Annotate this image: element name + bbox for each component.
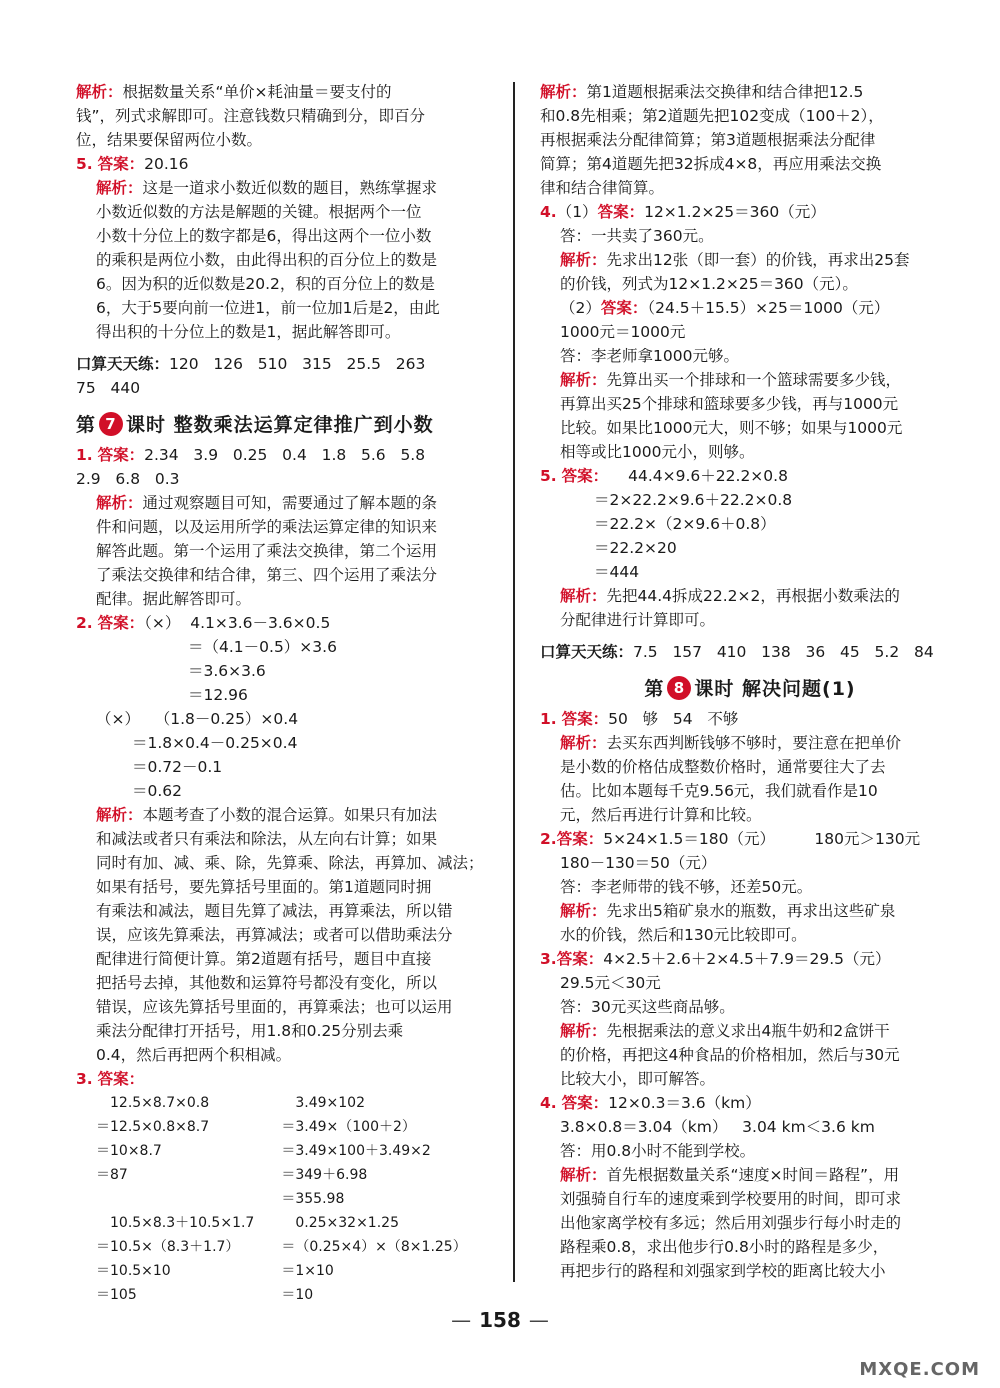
lesson-number-badge: 8 — [667, 676, 691, 700]
line: 水的价钱，然后和130元比较即可。 — [560, 926, 807, 944]
lesson-8-heading: 第 8 课时 解决问题(1) — [540, 674, 960, 701]
line: 如果有括号，要先算括号里面的。第1道题同时拥 — [96, 878, 432, 896]
r1-answer: 1. 答案：50 够 54 不够 — [540, 710, 739, 728]
line: 律和结合律简算。 — [540, 179, 665, 197]
q3-calc-row1 — [76, 1091, 496, 1211]
calc-line: 12.5×8.7×0.8 — [110, 1095, 210, 1111]
line: 小数近似数的方法是解题的关键。根据两个一位 — [96, 203, 422, 221]
q4-2-answer: （2）答案：（24.5＋15.5）×25＝1000（元） — [560, 299, 890, 317]
line: 元，然后再进行计算和比较。 — [560, 806, 762, 824]
paragraph: 解析：根据数量关系“单价×耗油量＝要支付的 — [76, 83, 392, 101]
line: 有乘法和减法，题目先算了减法，再算乘法，所以错 — [96, 902, 453, 920]
calc-line: ＝10.5×（8.3＋1.7） — [96, 1239, 240, 1255]
daily-practice: 口算天天练：7.5 157 410 138 36 45 5.2 84 — [540, 643, 934, 661]
q2-analysis: 解析：本题考查了小数的混合运算。如果只有加法 — [96, 806, 438, 824]
calc-line: ＝1×10 — [281, 1263, 334, 1279]
line: 180－130＝50（元） — [560, 854, 717, 872]
r1-analysis: 解析：去买东西判断钱够不够时，要注意在把单价 — [560, 734, 902, 752]
calc-line: ＝87 — [96, 1167, 128, 1183]
calc-line: ＝22.2×（2×9.6＋0.8） — [594, 515, 776, 533]
line: 答：用0.8小时不能到学校。 — [560, 1142, 756, 1160]
line: 再根据乘法分配律简算；第3道题根据乘法分配律 — [540, 131, 876, 149]
right-column — [540, 80, 960, 1283]
q5-analysis: 解析：先把44.4拆成22.2×2，再根据小数乘法的 — [560, 587, 900, 605]
line: 错误，应该先算括号里面的，再算乘法；也可以运用 — [96, 998, 453, 1016]
r3-analysis: 解析：先根据乘法的意义求出4瓶牛奶和2盒饼干 — [560, 1022, 890, 1040]
q4-2-analysis: 解析：先算出买一个排球和一个篮球需要多少钱， — [560, 371, 902, 389]
calc-line: ＝3.49×（100＋2） — [281, 1119, 416, 1135]
calc-line: 10.5×8.3＋10.5×1.7 — [110, 1215, 255, 1231]
line: 答：李老师带的钱不够，还差50元。 — [560, 878, 813, 896]
q5-analysis: 解析：这是一道求小数近似数的题目，熟练掌握求 — [96, 179, 438, 197]
r2-answer: 2.答案：5×24×1.5＝180（元） 180元＞130元 — [540, 830, 921, 848]
calc-line: ＝355.98 — [281, 1191, 345, 1207]
calc-line: ＝10.5×10 — [96, 1263, 171, 1279]
line: 路程乘0.8，求出他步行0.8小时的路程是多少， — [560, 1238, 889, 1256]
line: 的价格，再把这4种食品的价格相加，然后与30元 — [560, 1046, 900, 1064]
calc-line: 0.25×32×1.25 — [295, 1215, 399, 1231]
line: 小数十分位上的数字都是6，得出这两个一位小数 — [96, 227, 432, 245]
lesson-number-badge: 7 — [99, 412, 123, 436]
line: 乘法分配律打开括号，用1.8和0.25分别去乘 — [96, 1022, 404, 1040]
q4-answer: 4.（1）答案：12×1.2×25＝360（元） — [540, 203, 826, 221]
calc-line: ＝2×22.2×9.6＋22.2×0.8 — [594, 491, 793, 509]
calc-line: ＝（4.1－0.5）×3.6 — [188, 638, 337, 656]
calc-line: ＝（0.25×4）×（8×1.25） — [281, 1239, 467, 1255]
line: 29.5元＜30元 — [560, 974, 661, 992]
line: 3.8×0.8＝3.04（km） 3.04 km＜3.6 km — [560, 1118, 875, 1136]
line: 解答此题。第一个运用了乘法交换律，第二个运用 — [96, 542, 438, 560]
calc-line: ＝3.49×100＋3.49×2 — [281, 1143, 431, 1159]
line: 0.4，然后再把两个积相减。 — [96, 1046, 292, 1064]
line: 答：一共卖了360元。 — [560, 227, 714, 245]
line: 把括号去掉，其他数和运算符号都没有变化，所以 — [96, 974, 438, 992]
calc-line: （×） （1.8－0.25）×0.4 — [96, 710, 299, 728]
line: 件和问题，以及运用所学的乘法运算定律的知识来 — [96, 518, 438, 536]
q1-answer: 1. 答案：2.34 3.9 0.25 0.4 1.8 5.6 5.8 — [76, 446, 426, 464]
line: 2.9 6.8 0.3 — [76, 470, 180, 488]
line: 相等或比1000元小，则够。 — [560, 443, 755, 461]
calc-line: ＝10×8.7 — [96, 1143, 162, 1159]
calc-line: ＝444 — [594, 563, 640, 581]
line: 比较。如果比1000元大，则不够；如果与1000元 — [560, 419, 903, 437]
watermark: MXQE.COM — [859, 1359, 980, 1380]
line: 同时有加、减、乘、除，先算乘、除法，再算加、减法； — [96, 854, 484, 872]
line: 简算；第4道题先把32拆成4×8，再应用乘法交换 — [540, 155, 882, 173]
daily-practice: 口算天天练：120 126 510 315 25.5 263 — [76, 355, 426, 373]
line: 和减法或者只有乘法和除法，从左向右计算；如果 — [96, 830, 438, 848]
calc-line: ＝12.96 — [188, 686, 248, 704]
paragraph: 钱”，列式求解即可。注意钱数只精确到分，即百分 — [76, 107, 426, 125]
q3-calc-row2 — [76, 1211, 496, 1307]
line: 是小数的价格估成整数价格时，通常要往大了去 — [560, 758, 886, 776]
calc-line: ＝105 — [96, 1287, 137, 1303]
r3-answer: 3.答案：4×2.5＋2.6＋2×4.5＋7.9＝29.5（元） — [540, 950, 891, 968]
line: 得出积的十分位上的数是1，据此解答即可。 — [96, 323, 401, 341]
line: 出他家离学校有多远；然后用刘强步行每小时走的 — [560, 1214, 902, 1232]
calc-line: ＝0.62 — [132, 782, 183, 800]
paragraph: 解析：第1道题根据乘法交换律和结合律把12.5 — [540, 83, 864, 101]
line: 配律进行简便计算。第2道题有括号，题目中直接 — [96, 950, 432, 968]
line: 6，大于5要向前一位进1，前一位加1后是2，由此 — [96, 299, 440, 317]
line: 误，应该先算乘法，再算减法；或者可以借助乘法分 — [96, 926, 453, 944]
line: 答：30元买这些商品够。 — [560, 998, 735, 1016]
lesson-7-heading: 第 7 课时 整数乘法运算定律推广到小数 — [76, 410, 496, 437]
calc-line: ＝12.5×0.8×8.7 — [96, 1119, 210, 1135]
r4-analysis: 解析：首先根据数量关系“速度×时间＝路程”，用 — [560, 1166, 900, 1184]
q5-answer: 5. 答案： 44.4×9.6＋22.2×0.8 — [540, 467, 788, 485]
calc-line: ＝1.8×0.4－0.25×0.4 — [132, 734, 298, 752]
q3-answer: 3. 答案： — [76, 1070, 145, 1088]
line: 再把步行的路程和刘强家到学校的距离比较大小 — [560, 1262, 886, 1280]
q1-analysis: 解析：通过观察题目可知，需要通过了解本题的条 — [96, 494, 438, 512]
q4-analysis: 解析：先求出12张（即一套）的价钱，再求出25套 — [560, 251, 910, 269]
calc-line: ＝349＋6.98 — [281, 1167, 368, 1183]
line: 比较大小，即可解答。 — [560, 1070, 716, 1088]
line: 和0.8先相乘；第2道题先把102变成（100＋2）， — [540, 107, 884, 125]
q5-answer: 5. 答案：20.16 — [76, 155, 189, 173]
line: 答：李老师拿1000元够。 — [560, 347, 739, 365]
line: 的价钱，列式为12×1.2×25＝360（元）。 — [560, 275, 858, 293]
column-divider — [513, 82, 515, 1282]
calc-line: ＝3.6×3.6 — [188, 662, 266, 680]
r4-answer: 4. 答案：12×0.3＝3.6（km） — [540, 1094, 761, 1112]
daily-practice-cont: 75 440 — [76, 379, 141, 397]
calc-line: ＝22.2×20 — [594, 539, 677, 557]
line: 配律。据此解答即可。 — [96, 590, 252, 608]
line: 刘强骑自行车的速度乘到学校要用的时间，即可求 — [560, 1190, 902, 1208]
line: 6。因为积的近似数是20.2，积的百分位上的数是 — [96, 275, 435, 293]
page-number: — 158 — — [451, 1308, 549, 1332]
r2-analysis: 解析：先求出5箱矿泉水的瓶数，再求出这些矿泉 — [560, 902, 896, 920]
line: 再算出买25个排球和篮球要多少钱，再与1000元 — [560, 395, 899, 413]
calc-line: 3.49×102 — [295, 1095, 365, 1111]
line: 1000元＝1000元 — [560, 323, 686, 341]
q2-answer: 2. 答案：（×） 4.1×3.6－3.6×0.5 — [76, 614, 331, 632]
line: 了乘法交换律和结合律，第三、四个运用了乘法分 — [96, 566, 438, 584]
left-column — [76, 80, 496, 1307]
line: 估。比如本题每千克9.56元，我们就看作是10 — [560, 782, 878, 800]
calc-line: ＝0.72－0.1 — [132, 758, 223, 776]
calc-line: ＝10 — [281, 1287, 314, 1303]
paragraph: 位，结果要保留两位小数。 — [76, 131, 263, 149]
line: 分配律进行计算即可。 — [560, 611, 716, 629]
line: 的乘积是两位小数，由此得出积的百分位上的数是 — [96, 251, 438, 269]
